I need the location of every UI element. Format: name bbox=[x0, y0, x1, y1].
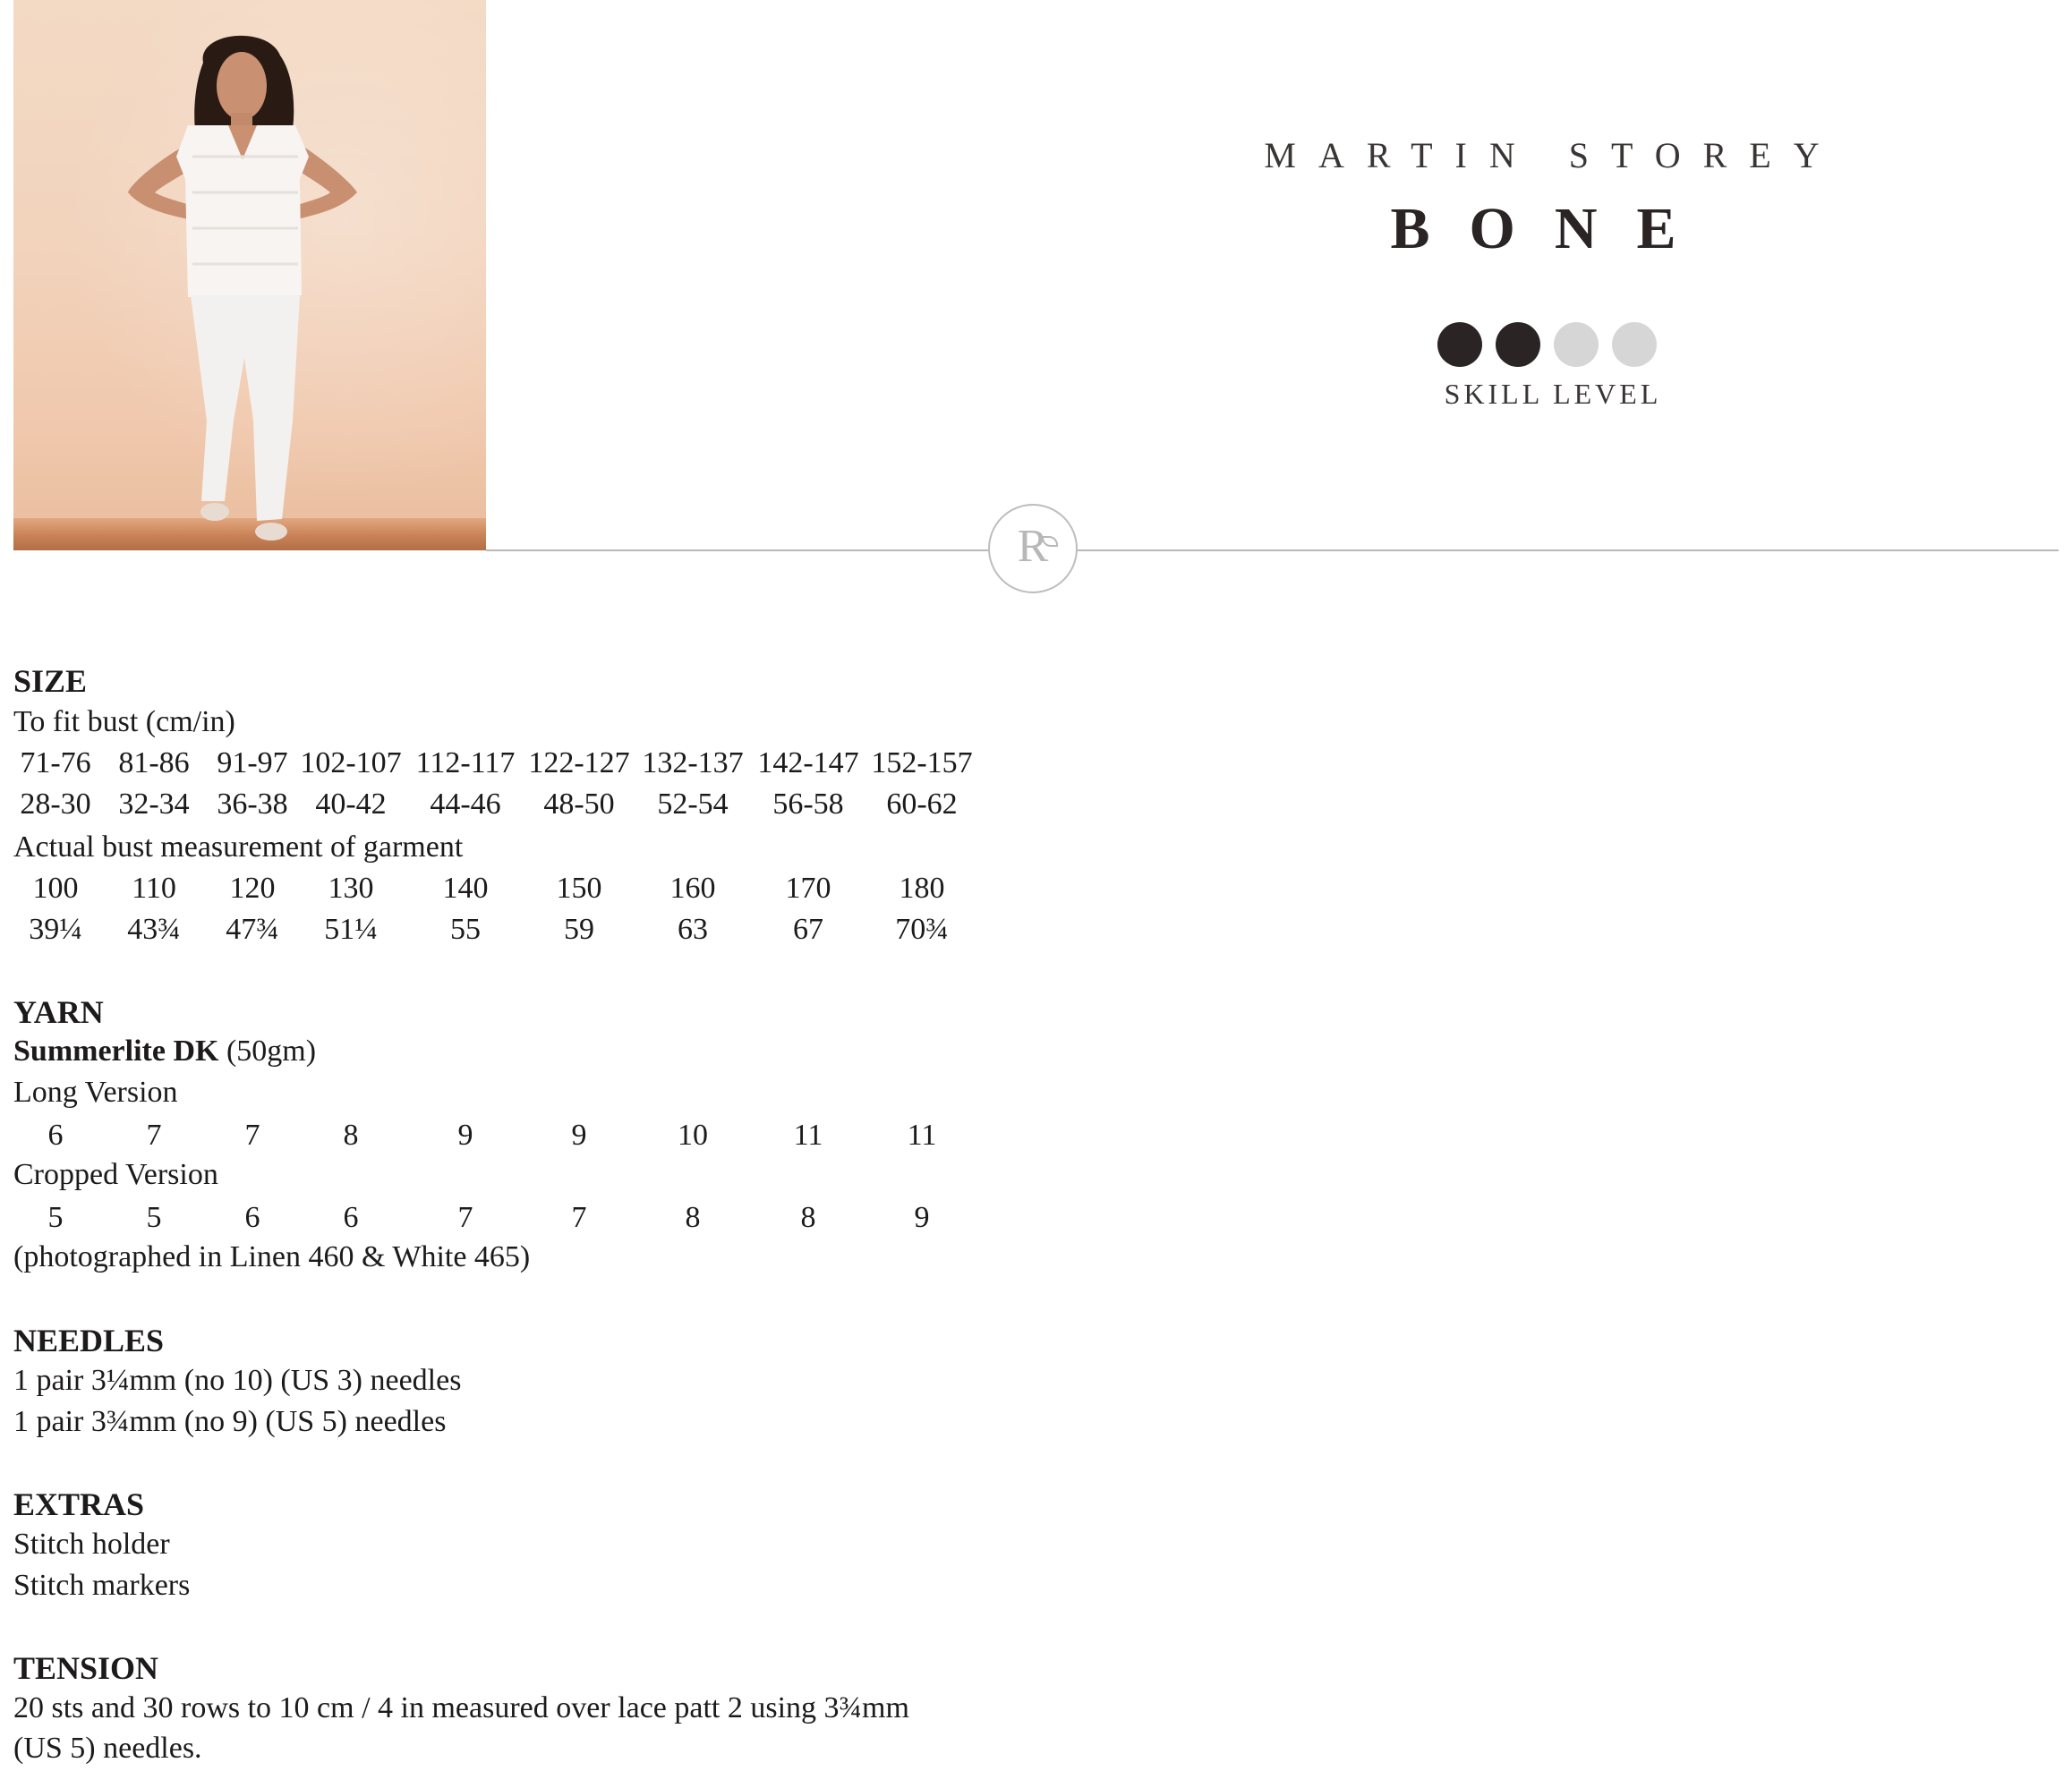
table-cell: 81-86 bbox=[118, 746, 190, 779]
skill-dot-3 bbox=[1554, 322, 1599, 367]
table-cell: 7 bbox=[571, 1201, 587, 1234]
extras-heading: EXTRAS bbox=[13, 1486, 145, 1522]
rowan-leaf-logo-icon bbox=[988, 504, 1078, 593]
table-cell: 11 bbox=[793, 1119, 823, 1152]
fit-bust-label: To fit bust (cm/in) bbox=[13, 705, 235, 738]
needle-item: 1 pair 3¾mm (no 9) (US 5) needles bbox=[13, 1405, 447, 1438]
table-cell: 6 bbox=[47, 1119, 64, 1152]
table-cell: 8 bbox=[343, 1119, 359, 1152]
table-cell: 10 bbox=[678, 1119, 708, 1152]
table-cell: 100 bbox=[32, 872, 79, 905]
table-cell: 8 bbox=[800, 1201, 816, 1234]
needles-heading: NEEDLES bbox=[13, 1323, 165, 1358]
table-cell: 6 bbox=[244, 1201, 260, 1234]
skill-dot-2 bbox=[1496, 322, 1540, 367]
table-cell: 170 bbox=[785, 872, 831, 905]
table-cell: 70¾ bbox=[895, 913, 949, 946]
table-cell: 180 bbox=[899, 872, 945, 905]
table-cell: 9 bbox=[571, 1119, 587, 1152]
model-figure bbox=[13, 0, 486, 550]
table-cell: 60-62 bbox=[886, 788, 958, 821]
table-cell: 6 bbox=[343, 1201, 359, 1234]
divider-right bbox=[1078, 549, 2059, 551]
cropped-version-label: Cropped Version bbox=[13, 1158, 218, 1191]
table-cell: 8 bbox=[685, 1201, 701, 1234]
table-cell: 130 bbox=[328, 872, 374, 905]
table-cell: 43¾ bbox=[127, 913, 181, 946]
tension-line: (US 5) needles. bbox=[13, 1732, 202, 1765]
table-cell: 55 bbox=[450, 913, 481, 946]
table-cell: 44-46 bbox=[430, 788, 501, 821]
table-cell: 63 bbox=[678, 913, 708, 946]
table-cell: 51¼ bbox=[324, 913, 378, 946]
table-cell: 36-38 bbox=[217, 788, 288, 821]
actual-bust-label: Actual bust measurement of garment bbox=[13, 830, 464, 864]
table-cell: 112-117 bbox=[415, 746, 516, 779]
table-cell: 56-58 bbox=[772, 788, 844, 821]
logo-letter: R bbox=[1017, 521, 1049, 572]
table-cell: 9 bbox=[457, 1119, 473, 1152]
table-cell: 122-127 bbox=[528, 746, 630, 779]
yarn-name-line bbox=[13, 1035, 316, 1069]
table-cell: 132-137 bbox=[642, 746, 744, 779]
table-cell: 28-30 bbox=[20, 788, 91, 821]
table-cell: 150 bbox=[556, 872, 602, 905]
designer-name: MARTIN STOREY bbox=[1264, 135, 1842, 175]
tension-line: 20 sts and 30 rows to 10 cm / 4 in measured over lace patt 2 using 3¾mm bbox=[13, 1691, 909, 1724]
skill-dot-1 bbox=[1437, 322, 1482, 367]
table-cell: 91-97 bbox=[217, 746, 288, 779]
yarn-name: Summerlite DK bbox=[13, 1035, 219, 1068]
table-cell: 110 bbox=[132, 872, 176, 905]
table-cell: 7 bbox=[146, 1119, 162, 1152]
table-cell: 47¾ bbox=[226, 913, 279, 946]
table-cell: 7 bbox=[457, 1201, 473, 1234]
long-version-label: Long Version bbox=[13, 1076, 178, 1109]
yarn-heading: YARN bbox=[13, 994, 104, 1030]
table-cell: 5 bbox=[146, 1201, 162, 1234]
photographed-note: (photographed in Linen 460 & White 465) bbox=[13, 1240, 531, 1273]
needle-item: 1 pair 3¼mm (no 10) (US 3) needles bbox=[13, 1364, 462, 1397]
table-cell: 152-157 bbox=[871, 746, 973, 779]
extras-item: Stitch holder bbox=[13, 1528, 170, 1561]
skill-level-label: SKILL LEVEL bbox=[1444, 378, 1662, 410]
table-cell: 142-147 bbox=[757, 746, 859, 779]
yarn-weight: (50gm) bbox=[226, 1035, 317, 1068]
skill-dot-4 bbox=[1612, 322, 1657, 367]
table-cell: 11 bbox=[907, 1119, 937, 1152]
table-cell: 59 bbox=[564, 913, 594, 946]
divider-left bbox=[486, 549, 988, 551]
table-cell: 7 bbox=[244, 1119, 260, 1152]
table-cell: 140 bbox=[442, 872, 489, 905]
table-cell: 52-54 bbox=[657, 788, 729, 821]
pattern-title: BONE bbox=[1390, 196, 1716, 261]
size-heading: SIZE bbox=[13, 663, 88, 699]
table-cell: 120 bbox=[229, 872, 276, 905]
table-cell: 5 bbox=[47, 1201, 64, 1234]
model-photo bbox=[13, 0, 486, 550]
table-cell: 9 bbox=[914, 1201, 930, 1234]
table-cell: 40-42 bbox=[315, 788, 387, 821]
table-cell: 102-107 bbox=[300, 746, 402, 779]
table-cell: 71-76 bbox=[20, 746, 91, 779]
tension-heading: TENSION bbox=[13, 1650, 159, 1686]
table-cell: 39¼ bbox=[29, 913, 82, 946]
table-cell: 67 bbox=[793, 913, 823, 946]
table-cell: 48-50 bbox=[543, 788, 615, 821]
table-cell: 32-34 bbox=[118, 788, 190, 821]
table-cell: 160 bbox=[669, 872, 716, 905]
extras-item: Stitch markers bbox=[13, 1569, 191, 1602]
